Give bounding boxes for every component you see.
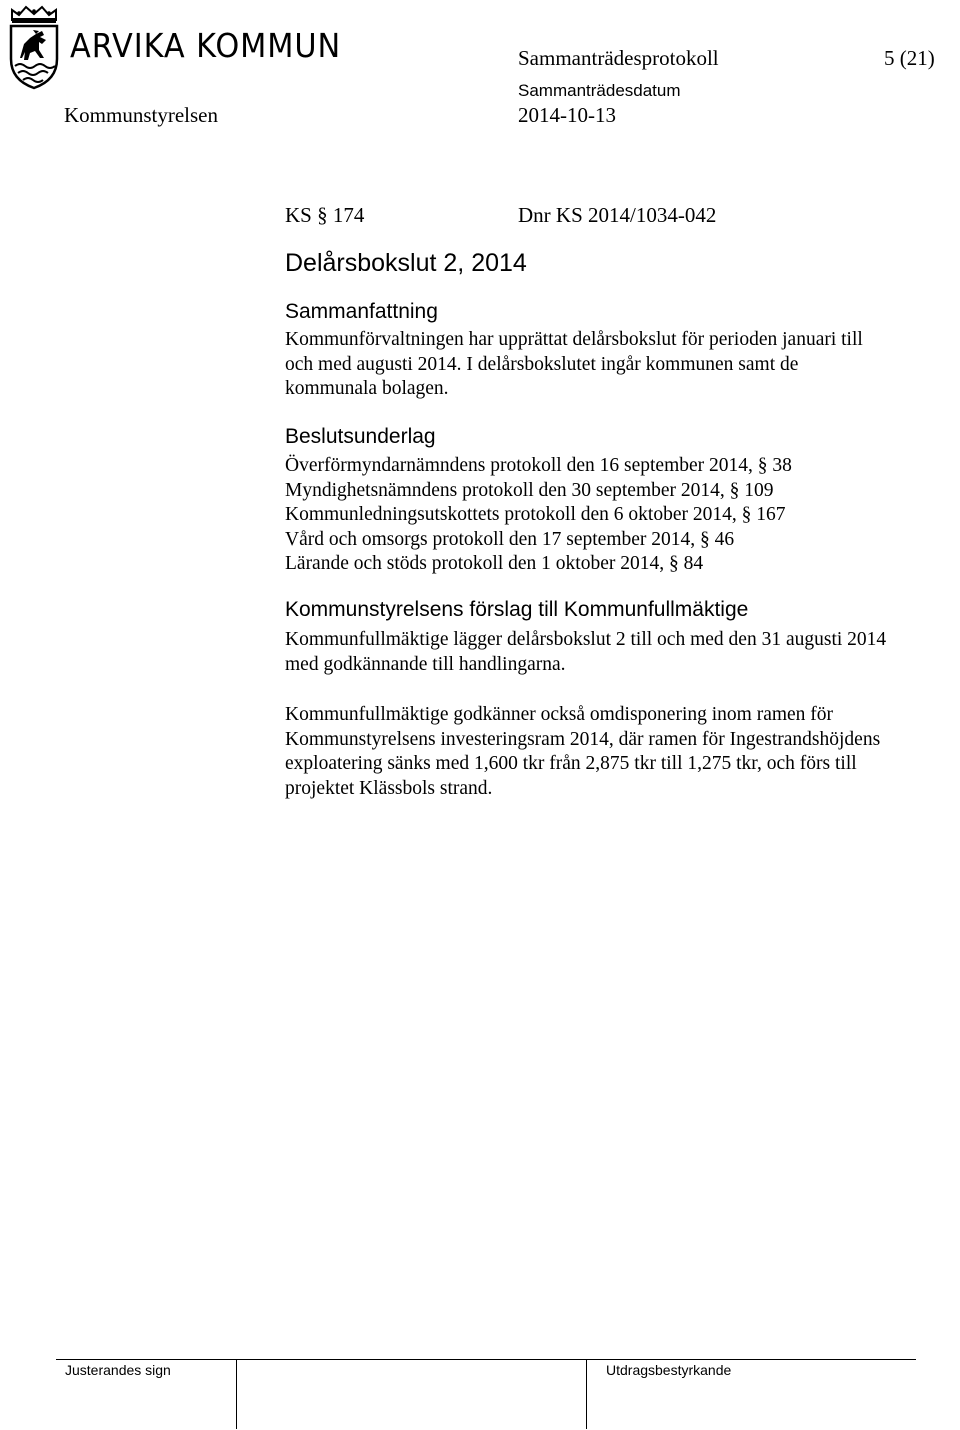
proposal-line: exploatering sänks med 1,600 tkr från 2,875 tkr till 1,275 tkr, och förs till — [285, 753, 857, 774]
municipality-logo — [6, 4, 396, 92]
footer-column-separator — [236, 1359, 237, 1429]
summary-heading: Sammanfattning — [285, 300, 438, 323]
page-number: 5 (21) — [884, 46, 935, 70]
proposal-heading: Kommunstyrelsens förslag till Kommunfullmäktige — [285, 598, 749, 621]
signature-label: Justerandes sign — [65, 1362, 171, 1378]
meeting-date: 2014-10-13 — [518, 103, 616, 127]
proposal-line: projektet Klässbols strand. — [285, 777, 493, 799]
summary-line: kommunala bolagen. — [285, 378, 449, 399]
list-item: Överförmyndarnämndens protokoll den 16 september 2014, § 38 — [285, 455, 792, 476]
diary-number: Dnr KS 2014/1034-042 — [518, 203, 717, 227]
governing-body: Kommunstyrelsen — [64, 103, 218, 127]
proposal-line: Kommunstyrelsens investeringsram 2014, där ramen för Ingestrandshöjdens — [285, 728, 881, 750]
proposal-line: Kommunfullmäktige godkänner också omdisponering inom ramen för — [285, 704, 834, 725]
meeting-date-label: Sammanträdesdatum — [518, 81, 681, 100]
document-type: Sammanträdesprotokoll — [518, 46, 719, 70]
summary-text — [285, 328, 955, 402]
certification-label: Utdragsbestyrkande — [606, 1362, 732, 1378]
footer-column-separator — [586, 1359, 587, 1429]
proposal-paragraph-1 — [285, 628, 955, 677]
basis-list — [285, 454, 955, 577]
proposal-line: Kommunfullmäktige lägger delårsbokslut 2 till och med den 31 augusti 2014 — [285, 629, 887, 650]
summary-line: Kommunförvaltningen har upprättat delårsbokslut för perioden januari till — [285, 329, 863, 350]
coat-of-arms-icon — [6, 4, 62, 90]
list-item: Lärande och stöds protokoll den 1 oktober 2014, § 84 — [285, 553, 704, 574]
org-name: ARVIKA KOMMUN — [70, 26, 342, 65]
item-title: Delårsbokslut 2, 2014 — [285, 249, 527, 277]
proposal-line: med godkännande till handlingarna. — [285, 653, 566, 675]
paragraph-number: KS § 174 — [285, 203, 365, 227]
list-item: Vård och omsorgs protokoll den 17 september 2014, § 46 — [285, 528, 735, 550]
summary-line: och med augusti 2014. I delårsbokslutet ingår kommunen samt de — [285, 353, 799, 375]
footer-divider — [56, 1359, 916, 1360]
basis-heading: Beslutsunderlag — [285, 425, 436, 448]
list-item: Kommunledningsutskottets protokoll den 6 oktober 2014, § 167 — [285, 504, 786, 525]
list-item: Myndighetsnämndens protokoll den 30 september 2014, § 109 — [285, 479, 774, 501]
proposal-paragraph-2 — [285, 703, 955, 801]
